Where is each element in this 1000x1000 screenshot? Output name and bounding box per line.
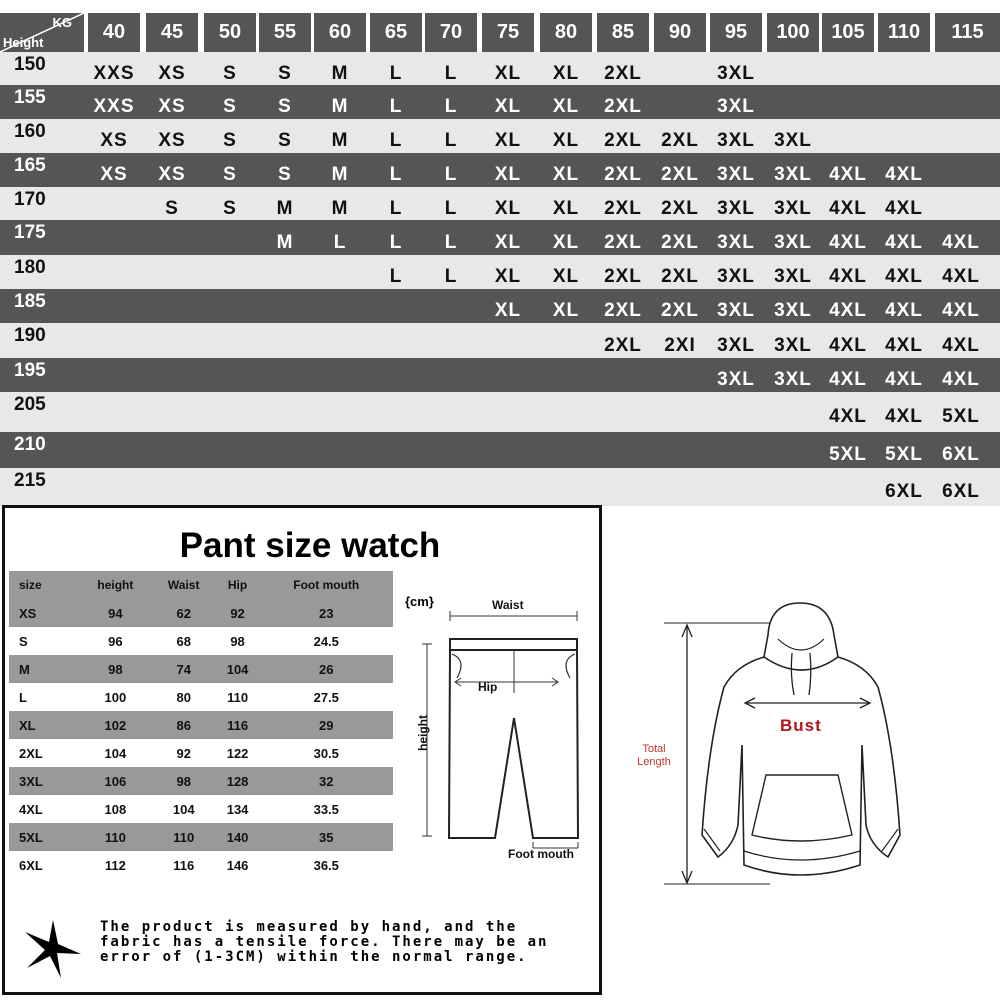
pant-size-table bbox=[9, 571, 393, 879]
weight-header-105: 105 bbox=[822, 13, 874, 52]
pant-cell: 98 bbox=[230, 633, 245, 649]
size-cell: 3XL bbox=[774, 232, 812, 253]
weight-header-95: 95 bbox=[710, 13, 762, 52]
pant-cell: 140 bbox=[226, 829, 249, 845]
size-cell: S bbox=[278, 96, 292, 117]
size-row-215 bbox=[0, 468, 1000, 506]
size-row-170 bbox=[0, 187, 1000, 220]
size-cell: L bbox=[444, 63, 458, 84]
size-cell: L bbox=[389, 266, 403, 287]
size-cell: 3XL bbox=[717, 369, 755, 390]
size-cell: L bbox=[444, 130, 458, 151]
star-icon bbox=[23, 918, 83, 980]
size-cell: 2XL bbox=[661, 130, 699, 151]
size-cell: 2XL bbox=[604, 130, 642, 151]
height-label: 165 bbox=[14, 155, 46, 176]
table-row bbox=[9, 823, 393, 851]
size-cell: XXS bbox=[93, 63, 135, 84]
pant-cell: 112 bbox=[104, 857, 126, 873]
pant-cell: 122 bbox=[226, 745, 249, 761]
size-cell: M bbox=[331, 96, 349, 117]
size-cell: 4XL bbox=[942, 300, 980, 321]
size-cell: L bbox=[389, 198, 403, 219]
pant-cell: 23 bbox=[319, 605, 334, 621]
size-cell: 2XL bbox=[661, 266, 699, 287]
pant-cell: 104 bbox=[226, 661, 249, 677]
size-cell: 4XL bbox=[829, 232, 867, 253]
size-cell: 2XL bbox=[604, 300, 642, 321]
size-cell: 2XI bbox=[664, 335, 696, 356]
hip-label: Hip bbox=[478, 680, 498, 694]
size-cell: XL bbox=[552, 266, 580, 287]
size-cell: L bbox=[333, 232, 347, 253]
size-row-160 bbox=[0, 119, 1000, 153]
size-cell: 4XL bbox=[885, 406, 923, 427]
weight-header-80: 80 bbox=[540, 13, 592, 52]
pant-cell: 62 bbox=[176, 605, 191, 621]
size-cell: XS bbox=[158, 96, 186, 117]
size-cell: 4XL bbox=[885, 232, 923, 253]
size-cell: 2XL bbox=[604, 96, 642, 117]
size-row-180 bbox=[0, 255, 1000, 289]
size-cell: XL bbox=[552, 164, 580, 185]
measurement-note: The product is measured by hand, and the fabric has a tensile force. There may be an error of (1-3CM) within the normal range. bbox=[100, 919, 549, 965]
size-cell: 3XL bbox=[774, 300, 812, 321]
pant-cell: 104 bbox=[172, 801, 195, 817]
corner-height-label: Height bbox=[3, 35, 44, 50]
size-cell: 6XL bbox=[942, 481, 980, 502]
weight-header-50: 50 bbox=[204, 13, 256, 52]
height-label: 215 bbox=[14, 470, 46, 491]
pant-cell: 128 bbox=[226, 773, 249, 789]
size-cell: L bbox=[444, 96, 458, 117]
size-cell: XS bbox=[158, 63, 186, 84]
size-cell: S bbox=[278, 164, 292, 185]
size-cell: 2XL bbox=[661, 232, 699, 253]
size-cell: 4XL bbox=[829, 300, 867, 321]
size-cell: 4XL bbox=[885, 300, 923, 321]
table-row bbox=[9, 599, 393, 627]
size-row-165 bbox=[0, 153, 1000, 187]
weight-header-100: 100 bbox=[767, 13, 819, 52]
grid-corner bbox=[0, 13, 84, 52]
size-cell: 3XL bbox=[717, 300, 755, 321]
pant-cell: 3XL bbox=[19, 773, 43, 789]
size-cell: 4XL bbox=[829, 164, 867, 185]
size-row-190 bbox=[0, 323, 1000, 358]
height-label: 190 bbox=[14, 325, 46, 346]
size-cell: L bbox=[389, 130, 403, 151]
height-label: 160 bbox=[14, 121, 46, 142]
size-cell: 5XL bbox=[829, 444, 867, 465]
pant-cell: 4XL bbox=[19, 801, 43, 817]
size-cell: 4XL bbox=[942, 232, 980, 253]
size-cell: XXS bbox=[93, 96, 135, 117]
pant-cell: L bbox=[19, 689, 27, 705]
size-cell: 3XL bbox=[717, 164, 755, 185]
size-cell: L bbox=[444, 232, 458, 253]
pant-cell: 92 bbox=[230, 605, 245, 621]
pant-table-header-row bbox=[9, 571, 393, 599]
pant-cell: XS bbox=[19, 605, 37, 621]
pant-header-cell: Waist bbox=[167, 578, 200, 592]
size-cell: 3XL bbox=[774, 369, 812, 390]
size-cell: S bbox=[223, 164, 237, 185]
size-cell: 2XL bbox=[604, 63, 642, 84]
size-row-175 bbox=[0, 220, 1000, 255]
height-label: 195 bbox=[14, 360, 46, 381]
pant-cell: 108 bbox=[104, 801, 127, 817]
pant-cell: 104 bbox=[104, 745, 127, 761]
size-cell: 3XL bbox=[717, 266, 755, 287]
table-row bbox=[9, 683, 393, 711]
size-cell: 4XL bbox=[829, 406, 867, 427]
size-row-195 bbox=[0, 358, 1000, 392]
size-cell: 2XL bbox=[604, 198, 642, 219]
pant-cell: 96 bbox=[108, 633, 123, 649]
pant-cell: 6XL bbox=[19, 857, 43, 873]
size-cell: XL bbox=[494, 198, 522, 219]
pant-cell: 26 bbox=[319, 661, 334, 677]
pant-header-cell: height bbox=[97, 578, 134, 592]
size-cell: M bbox=[331, 130, 349, 151]
pant-cell: 68 bbox=[176, 633, 191, 649]
size-cell: S bbox=[223, 96, 237, 117]
foot-mouth-label: Foot mouth bbox=[508, 847, 574, 861]
table-row bbox=[9, 711, 393, 739]
table-row bbox=[9, 767, 393, 795]
pant-cell: 2XL bbox=[19, 745, 43, 761]
size-cell: XL bbox=[552, 232, 580, 253]
pant-cell: 29 bbox=[319, 717, 334, 733]
pant-cell: 32 bbox=[319, 773, 334, 789]
size-cell: 2XL bbox=[661, 164, 699, 185]
size-cell: 3XL bbox=[774, 198, 812, 219]
pants-diagram bbox=[415, 598, 595, 858]
height-label: 155 bbox=[14, 87, 46, 108]
size-cell: M bbox=[331, 198, 349, 219]
weight-header-90: 90 bbox=[654, 13, 706, 52]
size-row-210 bbox=[0, 432, 1000, 468]
pant-cell: 24.5 bbox=[313, 633, 339, 649]
size-cell: L bbox=[389, 232, 403, 253]
pant-cell: 74 bbox=[176, 661, 191, 677]
size-cell: M bbox=[331, 63, 349, 84]
size-cell: XL bbox=[494, 266, 522, 287]
weight-header-115: 115 bbox=[935, 13, 1000, 52]
size-cell: XS bbox=[100, 164, 128, 185]
size-cell: 4XL bbox=[829, 198, 867, 219]
size-cell: XL bbox=[552, 198, 580, 219]
corner-kg-label: KG bbox=[52, 15, 72, 30]
size-cell: XL bbox=[552, 63, 580, 84]
size-cell: S bbox=[278, 63, 292, 84]
height-label: 180 bbox=[14, 257, 46, 278]
size-cell: L bbox=[389, 164, 403, 185]
pant-cell: 146 bbox=[226, 857, 249, 873]
size-cell: XL bbox=[552, 96, 580, 117]
weight-header-row bbox=[0, 0, 1000, 52]
pant-cell: 100 bbox=[104, 689, 127, 705]
pant-cell: 30.5 bbox=[313, 745, 339, 761]
size-cell: S bbox=[165, 198, 179, 219]
pant-size-panel bbox=[2, 505, 602, 995]
pant-cell: 33.5 bbox=[313, 801, 339, 817]
size-cell: S bbox=[278, 130, 292, 151]
pant-size-title: Pant size watch bbox=[179, 526, 441, 565]
size-cell: XL bbox=[552, 130, 580, 151]
pant-cell: 92 bbox=[176, 745, 191, 761]
pant-header-cell: Hip bbox=[227, 578, 248, 592]
weight-header-40: 40 bbox=[88, 13, 140, 52]
table-row bbox=[9, 655, 393, 683]
size-cell: 2XL bbox=[604, 335, 642, 356]
size-cell: XL bbox=[494, 96, 522, 117]
size-cell: 4XL bbox=[829, 335, 867, 356]
pant-cell: 98 bbox=[108, 661, 123, 677]
pant-cell: 106 bbox=[104, 773, 127, 789]
size-cell: 3XL bbox=[717, 335, 755, 356]
pant-cell: 86 bbox=[176, 717, 191, 733]
size-cell: 2XL bbox=[604, 232, 642, 253]
size-cell: XL bbox=[494, 63, 522, 84]
size-cell: XL bbox=[494, 130, 522, 151]
weight-header-65: 65 bbox=[370, 13, 422, 52]
size-cell: XL bbox=[494, 300, 522, 321]
size-row-185 bbox=[0, 289, 1000, 323]
size-cell: 3XL bbox=[774, 266, 812, 287]
height-label: 205 bbox=[14, 394, 46, 415]
pant-cell: 110 bbox=[104, 829, 126, 845]
size-cell: L bbox=[389, 96, 403, 117]
pant-cell: S bbox=[19, 633, 28, 649]
pant-cell: 134 bbox=[226, 801, 249, 817]
size-cell: L bbox=[444, 198, 458, 219]
size-cell: 3XL bbox=[774, 130, 812, 151]
size-cell: S bbox=[223, 130, 237, 151]
pant-cell: 116 bbox=[173, 857, 195, 873]
size-cell: 3XL bbox=[717, 232, 755, 253]
size-cell: M bbox=[276, 232, 294, 253]
weight-header-45: 45 bbox=[146, 13, 198, 52]
size-cell: 3XL bbox=[717, 63, 755, 84]
table-row bbox=[9, 739, 393, 767]
size-cell: 3XL bbox=[717, 198, 755, 219]
size-cell: 3XL bbox=[774, 335, 812, 356]
weight-header-60: 60 bbox=[314, 13, 366, 52]
size-cell: 2XL bbox=[604, 266, 642, 287]
size-cell: 2XL bbox=[661, 198, 699, 219]
size-cell: 5XL bbox=[942, 406, 980, 427]
pant-cell: 94 bbox=[108, 605, 123, 621]
table-row bbox=[9, 851, 393, 879]
height-label: 175 bbox=[14, 222, 46, 243]
size-cell: 4XL bbox=[829, 266, 867, 287]
pant-cell: 36.5 bbox=[313, 857, 339, 873]
pant-cell: 110 bbox=[173, 829, 195, 845]
size-cell: 4XL bbox=[942, 266, 980, 287]
weight-header-110: 110 bbox=[878, 13, 930, 52]
table-row bbox=[9, 627, 393, 655]
bust-label: Bust bbox=[780, 716, 822, 735]
size-cell: XS bbox=[158, 130, 186, 151]
size-cell: 4XL bbox=[829, 369, 867, 390]
size-row-155 bbox=[0, 85, 1000, 119]
size-cell: 6XL bbox=[885, 481, 923, 502]
size-cell: M bbox=[331, 164, 349, 185]
size-cell: 4XL bbox=[885, 164, 923, 185]
height-label: 150 bbox=[14, 54, 46, 75]
size-cell: 4XL bbox=[942, 369, 980, 390]
height-label: 185 bbox=[14, 291, 46, 312]
pant-header-cell: size bbox=[19, 578, 42, 592]
size-cell: 2XL bbox=[604, 164, 642, 185]
size-cell: XL bbox=[494, 232, 522, 253]
pant-cell: 27.5 bbox=[313, 689, 339, 705]
size-cell: XL bbox=[552, 300, 580, 321]
size-cell: 6XL bbox=[942, 444, 980, 465]
pant-cell: XL bbox=[19, 717, 36, 733]
height-label: height bbox=[416, 715, 430, 751]
total-length-label: Total Length bbox=[637, 743, 671, 768]
size-cell: L bbox=[444, 266, 458, 287]
height-label: 170 bbox=[14, 189, 46, 210]
size-cell: 5XL bbox=[885, 444, 923, 465]
weight-header-70: 70 bbox=[425, 13, 477, 52]
table-row bbox=[9, 795, 393, 823]
pant-cell: M bbox=[19, 661, 30, 677]
height-label: 210 bbox=[14, 434, 46, 455]
size-cell: 4XL bbox=[885, 266, 923, 287]
size-cell: 4XL bbox=[885, 198, 923, 219]
size-cell: 2XL bbox=[661, 300, 699, 321]
size-cell: 4XL bbox=[885, 369, 923, 390]
size-row-150 bbox=[0, 52, 1000, 85]
size-cell: XS bbox=[100, 130, 128, 151]
waist-label: Waist bbox=[492, 598, 524, 612]
size-cell: L bbox=[389, 63, 403, 84]
pant-cell: 80 bbox=[176, 689, 191, 705]
size-cell: XL bbox=[494, 164, 522, 185]
pant-cell: 5XL bbox=[19, 829, 43, 845]
size-cell: S bbox=[223, 63, 237, 84]
weight-header-75: 75 bbox=[482, 13, 534, 52]
pant-cell: 116 bbox=[227, 717, 249, 733]
size-cell: 4XL bbox=[942, 335, 980, 356]
size-cell: 4XL bbox=[885, 335, 923, 356]
size-cell: 3XL bbox=[774, 164, 812, 185]
pant-cell: 110 bbox=[227, 689, 249, 705]
pant-cell: 98 bbox=[176, 773, 191, 789]
size-cell: 3XL bbox=[717, 130, 755, 151]
unit-label: {cm} bbox=[405, 594, 434, 609]
weight-header-85: 85 bbox=[597, 13, 649, 52]
size-cell: 3XL bbox=[717, 96, 755, 117]
pant-cell: 102 bbox=[104, 717, 127, 733]
pant-cell: 35 bbox=[319, 829, 334, 845]
size-cell: L bbox=[444, 164, 458, 185]
size-row-205 bbox=[0, 392, 1000, 432]
size-cell: XS bbox=[158, 164, 186, 185]
weight-header-55: 55 bbox=[259, 13, 311, 52]
pant-header-cell: Foot mouth bbox=[293, 578, 360, 592]
size-cell: M bbox=[276, 198, 294, 219]
size-cell: S bbox=[223, 198, 237, 219]
